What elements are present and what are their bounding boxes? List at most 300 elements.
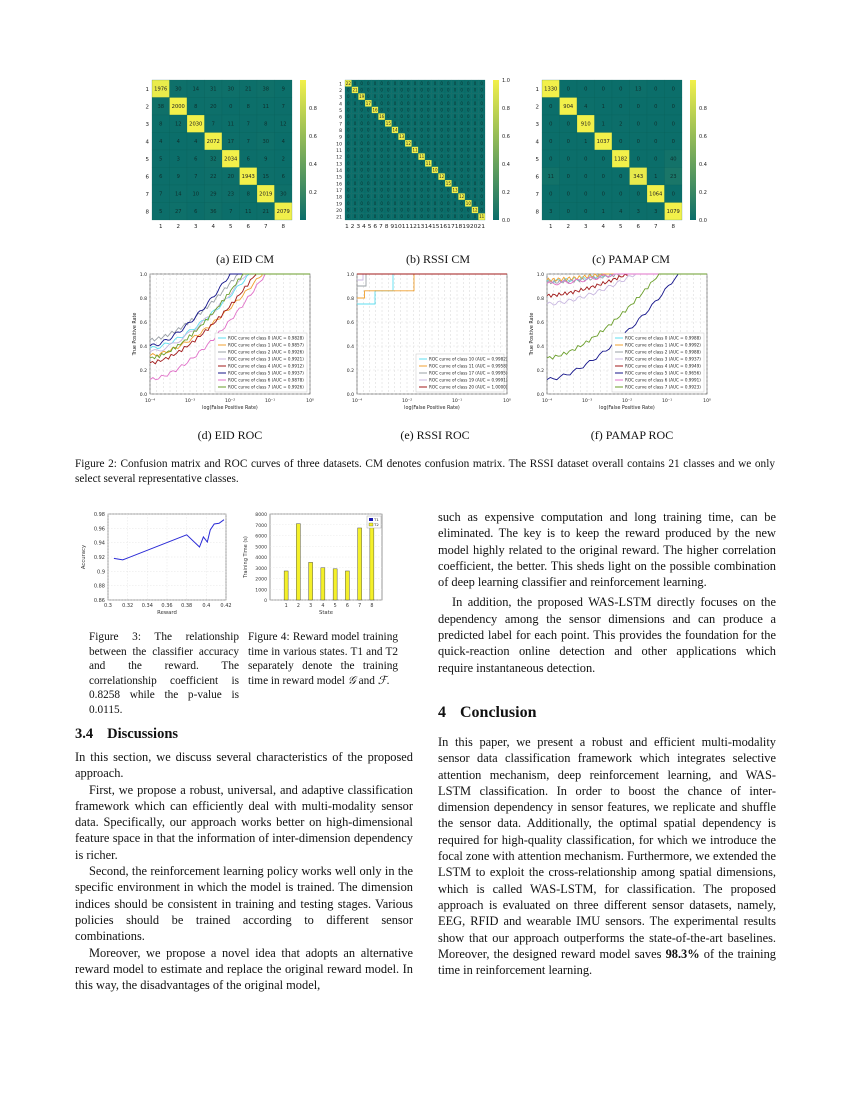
x-tick-label: 8 <box>370 604 374 609</box>
legend-entry: ROC curve of class 5 (AUC = 0.9937) <box>228 370 304 376</box>
cm-cell-value: 30 <box>262 139 270 146</box>
cm-cell-value: 0 <box>420 114 423 120</box>
cm-row-tick: 12 <box>336 155 342 161</box>
cm-cell-value: 0 <box>353 107 357 113</box>
cm-cell-value: 0 <box>387 200 390 206</box>
legend-entry: ROC curve of class 5 (AUC = 0.9656) <box>625 370 701 376</box>
cm-cell-value: 0 <box>400 80 403 86</box>
y-tick-label: 1.0 <box>346 273 354 278</box>
cm-cell-value: 0 <box>427 100 430 106</box>
colorbar-tick: 0.6 <box>699 134 707 140</box>
colorbar-tick: 0.4 <box>502 162 510 168</box>
cm-cell-value: 0 <box>671 121 675 128</box>
cm-cell-value: 0 <box>400 147 403 153</box>
cm-cell-value: 27 <box>174 209 182 216</box>
cm-cell-value: 0 <box>467 187 470 193</box>
y-tick-label: 0.6 <box>346 321 354 326</box>
cm-col-tick: 3 <box>194 224 198 230</box>
cm-cell-value: 0 <box>387 140 390 146</box>
cm-cell-value: 0 <box>347 160 350 166</box>
cm-cell-value: 0 <box>380 167 383 173</box>
cm-row-tick: 2 <box>339 89 342 94</box>
cm-cell-value: 17 <box>365 100 371 106</box>
cm-cell-value: 0 <box>353 160 357 166</box>
cm-cell-value: 0 <box>619 139 623 146</box>
cm-cell-value: 0 <box>367 154 370 160</box>
x-tick-label: 10⁰ <box>503 399 511 404</box>
cm-cell-value: 6 <box>159 174 163 181</box>
y-tick-label: 0.2 <box>536 369 544 374</box>
cm-cell-value: 0 <box>584 156 588 163</box>
cm-cell-value: 0 <box>407 207 410 213</box>
legend-entry: ROC curve of class 4 (AUC = 0.9912) <box>228 363 304 369</box>
cm-cell-value: 0 <box>427 107 430 113</box>
cm-cell-value: 2019 <box>259 191 273 198</box>
cm-cell-value: 0 <box>440 214 443 220</box>
cm-cell-value: 1182 <box>614 156 628 163</box>
cm-cell-value: 0 <box>480 127 483 133</box>
cm-cell-value: 0 <box>393 80 397 86</box>
cm-cell-value: 2072 <box>206 139 220 146</box>
cm-cell-value: 7 <box>281 104 285 111</box>
figure2-caption: Figure 2: Confusion matrix and ROC curves of three datasets. CM denotes confusion matrix. The RSSI dataset overall contains 21 classes and we only select several representative classes. <box>75 458 775 485</box>
cm-cell-value: 0 <box>427 134 430 140</box>
cm-cell-value: 0 <box>393 187 397 193</box>
cm-row-tick: 11 <box>336 149 342 154</box>
eid-roc-plot <box>128 268 333 418</box>
cm-cell-value: 30 <box>279 191 287 198</box>
cm-cell-value: 0 <box>373 114 377 120</box>
cm-cell-value: 0 <box>480 174 483 180</box>
cm-cell-value: 0 <box>400 114 403 120</box>
cm-cell-value: 0 <box>353 174 357 180</box>
y-tick-label: 0.8 <box>536 297 544 302</box>
cm-cell-value: 0 <box>453 160 457 166</box>
cm-cell-value: 0 <box>453 174 457 180</box>
cm-cell-value: 0 <box>373 80 377 86</box>
cm-cell-value: 0 <box>373 120 377 126</box>
cm-cell-value: 8 <box>246 191 250 198</box>
y-tick-label: 0.86 <box>93 598 105 604</box>
cm-cell-value: 0 <box>467 167 470 173</box>
legend-entry: ROC curve of class 0 (AUC = 0.9988) <box>625 335 701 341</box>
cm-cell-value: 0 <box>380 214 383 220</box>
x-tick-label: 10⁻⁴ <box>541 399 553 404</box>
legend-entry: ROC curve of class 1 (AUC = 0.9857) <box>228 342 304 348</box>
conclusion-body: In this paper, we present a robust and efficient multi-modality sensor data classification framework which integrates selective attention mechanism, deep reinforcement learning, and WAS-LSTM classification. In order to boost the chance of inter-dimension dependency in sensor features, we replicate and shuffle the sensor data. Additionally, the optimal spatial dependency is required for high-quality classification, for which we introduce the focal zone with attention mechanism. Furthermore, we extended the LSTM to exploit the cross-relationship among spatial dimensions, which is called WAS-LSTM, for classification. The proposed approach is evaluated on three different sensor datasets, namely, EEG, RFID and wearable IMU sensors. The experimental results show that our approach outperforms the state-of-the-art baselines. Moreover, the designed reward model saves <box>438 735 776 961</box>
cm-col-tick: 4 <box>601 224 605 230</box>
bar-t2 <box>345 571 349 600</box>
cm-cell-value: 5 <box>159 156 163 163</box>
cm-cell-value: 0 <box>467 194 470 200</box>
cm-cell-value: 0 <box>367 174 370 180</box>
cm-cell-value: 0 <box>360 207 363 213</box>
cm-cell-value: 0 <box>353 187 357 193</box>
cm-cell-value: 0 <box>380 187 383 193</box>
cm-cell-value: 0 <box>400 120 403 126</box>
cm-cell-value: 7 <box>211 121 215 128</box>
pamap-confusion-matrix <box>530 78 730 248</box>
cm-cell-value: 0 <box>373 147 377 153</box>
cm-cell-value: 0 <box>447 87 450 93</box>
cm-cell-value: 0 <box>360 100 363 106</box>
cm-cell-value: 0 <box>420 127 423 133</box>
cm-cell-value: 0 <box>407 160 410 166</box>
legend-entry: ROC curve of class 1 (AUC = 0.9992) <box>625 342 701 348</box>
cm-cell-value: 0 <box>453 154 457 160</box>
colorbar-tick: 0.2 <box>699 190 707 196</box>
y-tick-label: 0.92 <box>93 555 105 561</box>
cm-cell-value: 11 <box>262 104 270 111</box>
x-tick-label: 10⁻³ <box>184 399 196 404</box>
cm-cell-value: 0 <box>420 160 423 166</box>
cm-row-tick: 16 <box>336 182 342 188</box>
cm-cell-value: 0 <box>373 200 377 206</box>
cm-cell-value: 0 <box>387 214 390 220</box>
x-tick-label: 2 <box>296 604 300 609</box>
cm-cell-value: 0 <box>480 167 483 173</box>
cm-cell-value: 0 <box>440 187 443 193</box>
y-tick-label: 0.2 <box>139 369 147 374</box>
cm-cell-value: 0 <box>433 160 437 166</box>
cm-cell-value: 2079 <box>276 209 290 216</box>
cm-cell-value: 0 <box>360 140 363 146</box>
colorbar-tick: 1.0 <box>502 78 510 84</box>
cm-cell-value: 0 <box>601 191 605 198</box>
x-tick-label: 0.36 <box>161 603 173 609</box>
cm-cell-value: 0 <box>387 154 390 160</box>
cm-cell-value: 6 <box>281 174 285 181</box>
cm-cell-value: 0 <box>400 100 403 106</box>
cm-row-tick: 17 <box>336 189 342 194</box>
cm-cell-value: 0 <box>400 127 403 133</box>
x-tick-label: 10⁻⁴ <box>351 399 363 404</box>
cm-row-tick: 20 <box>336 209 342 214</box>
y-tick-label: 6000 <box>255 534 267 540</box>
colorbar-tick: 0.8 <box>502 106 510 112</box>
cm-cell-value: 0 <box>447 147 450 153</box>
cm-row-tick: 1 <box>339 82 342 88</box>
cm-cell-value: 0 <box>460 167 463 173</box>
cm-cell-value: 0 <box>420 100 423 106</box>
cm-cell-value: 0 <box>584 209 588 216</box>
cm-cell-value: 3 <box>654 209 658 216</box>
cm-cell-value: 0 <box>467 147 470 153</box>
cm-cell-value: 0 <box>473 80 477 86</box>
cm-cell-value: 0 <box>353 167 357 173</box>
cm-cell-value: 0 <box>367 167 370 173</box>
cm-cell-value: 0 <box>360 167 363 173</box>
cm-cell-value: 0 <box>480 160 483 166</box>
y-tick-label: 0.0 <box>536 393 544 398</box>
cm-row-tick: 8 <box>145 209 149 216</box>
x-tick-label: 1 <box>284 604 288 609</box>
cm-cell-value: 10 <box>192 191 200 198</box>
cm-cell-value: 0 <box>347 107 350 113</box>
y-tick-label: 4000 <box>255 556 267 561</box>
paragraph: First, we propose a robust, universal, and adaptive classification framework which can efficiently deal with multi-modality sensor data. Specifically, our approach works better on high-dimensional feature space in that the information of inter-dimension dependency is richer. <box>75 782 413 862</box>
cm-cell-value: 0 <box>467 134 470 140</box>
x-tick-label: 10⁰ <box>703 399 711 404</box>
cm-row-tick: 2 <box>145 104 149 111</box>
cm-cell-value: 12 <box>174 121 182 128</box>
cm-cell-value: 17 <box>227 139 235 146</box>
y-tick-label: 0.6 <box>536 321 544 326</box>
cm-cell-value: 29 <box>209 191 217 198</box>
y-tick-label: 0.9 <box>97 569 105 576</box>
subfig-label-d: (d) EID ROC <box>197 428 263 442</box>
cm-cell-value: 0 <box>353 80 357 86</box>
cm-cell-value: 0 <box>393 160 397 166</box>
cm-cell-value: 0 <box>566 191 570 198</box>
cm-cell-value: 7 <box>194 174 198 181</box>
cm-cell-value: 0 <box>360 87 363 93</box>
cm-cell-value: 0 <box>393 114 397 120</box>
cm-cell-value: 0 <box>473 87 477 93</box>
cm-cell-value: 0 <box>467 120 470 126</box>
cm-cell-value: 0 <box>380 207 383 213</box>
cm-cell-value: 0 <box>393 100 397 106</box>
cm-cell-value: 0 <box>420 134 423 140</box>
cm-cell-value: 0 <box>360 180 363 186</box>
y-tick-label: 0.4 <box>139 345 147 350</box>
accuracy-reward-chart <box>78 508 238 628</box>
cm-cell-value: 0 <box>549 104 553 111</box>
cm-cell-value: 0 <box>440 107 443 113</box>
cm-cell-value: 0 <box>473 134 477 140</box>
cm-col-tick: 6 <box>636 224 640 230</box>
cm-cell-value: 0 <box>440 200 443 206</box>
cm-row-tick: 19 <box>336 202 342 208</box>
cm-cell-value: 0 <box>420 187 423 193</box>
figure4-caption-and: and <box>355 674 378 687</box>
cm-cell-value: 0 <box>566 174 570 181</box>
cm-cell-value: 0 <box>360 160 363 166</box>
cm-cell-value: 10 <box>432 167 438 173</box>
bar-t2 <box>309 562 313 600</box>
colorbar <box>690 80 696 220</box>
subfig-label-f: (f) PAMAP ROC <box>590 428 674 442</box>
x-axis-label: State <box>318 610 334 616</box>
cm-cell-value: 0 <box>407 87 410 93</box>
cm-cell-value: 0 <box>400 200 403 206</box>
cm-cell-value: 0 <box>433 194 437 200</box>
cm-cell-value: 0 <box>347 180 350 186</box>
cm-cell-value: 0 <box>453 147 457 153</box>
cm-cell-value: 0 <box>380 147 383 153</box>
legend-swatch-t2 <box>369 523 373 526</box>
cm-cell-value: 0 <box>407 134 410 140</box>
bar-t2 <box>370 526 374 600</box>
cm-col-tick: 7 <box>654 224 658 230</box>
cm-cell-value: 0 <box>467 94 470 100</box>
cm-cell-value: 0 <box>347 127 350 133</box>
cm-cell-value: 0 <box>413 80 417 86</box>
cm-row-tick: 7 <box>339 122 342 128</box>
cm-cell-value: 0 <box>367 200 370 206</box>
cm-col-tick: 3 <box>584 224 588 230</box>
cm-cell-value: 0 <box>347 120 350 126</box>
cm-row-tick: 3 <box>535 121 539 128</box>
figure4-caption-end: . <box>386 674 390 687</box>
cm-cell-value: 0 <box>566 156 570 163</box>
cm-cell-value: 0 <box>433 174 437 180</box>
cm-cell-value: 23 <box>669 174 677 181</box>
cm-cell-value: 0 <box>360 120 363 126</box>
cm-cell-value: 7 <box>246 139 250 146</box>
bar-t2 <box>358 528 362 600</box>
cm-cell-value: 0 <box>393 174 397 180</box>
y-axis-label: True Positive Rate <box>530 312 535 356</box>
cm-cell-value: 0 <box>393 154 397 160</box>
section-number: 3.4 <box>75 726 94 742</box>
cm-cell-value: 0 <box>387 147 390 153</box>
cm-cell-value: 0 <box>229 104 233 111</box>
x-tick-label: 10⁰ <box>306 399 314 404</box>
cm-cell-value: 0 <box>453 180 457 186</box>
cm-row-tick: 8 <box>535 209 539 216</box>
cm-cell-value: 0 <box>393 140 397 146</box>
cm-cell-value: 0 <box>566 86 570 93</box>
cm-cell-value: 0 <box>387 194 390 200</box>
cm-cell-value: 0 <box>453 214 457 220</box>
cm-cell-value: 0 <box>584 191 588 198</box>
cm-cell-value: 13 <box>634 86 642 93</box>
cm-cell-value: 0 <box>460 94 463 100</box>
cm-row-tick: 6 <box>535 174 539 181</box>
cm-cell-value: 0 <box>433 140 437 146</box>
cm-cell-value: 0 <box>427 140 430 146</box>
cm-cell-value: 0 <box>360 114 363 120</box>
x-axis-label: Reward <box>157 610 177 616</box>
cm-cell-value: 0 <box>460 160 463 166</box>
cm-cell-value: 0 <box>353 140 357 146</box>
legend-entry: ROC curve of class 19 (AUC = 0.9991) <box>429 377 508 383</box>
cm-cell-value: 0 <box>473 174 477 180</box>
cm-cell-value: 2 <box>619 121 623 128</box>
cm-cell-value: 0 <box>367 160 370 166</box>
conclusion-end: of the training time in reinforcement learning. <box>438 946 776 978</box>
cm-row-tick: 1 <box>535 86 539 93</box>
cm-cell-value: 0 <box>367 114 370 120</box>
cm-cell-value: 0 <box>480 134 483 140</box>
cm-cell-value: 0 <box>393 107 397 113</box>
cm-cell-value: 0 <box>480 94 483 100</box>
cm-cell-value: 0 <box>427 94 430 100</box>
cm-row-tick: 6 <box>339 115 342 121</box>
cm-cell-value: 0 <box>400 107 403 113</box>
x-tick-label: 10⁻² <box>224 399 236 404</box>
cm-cell-value: 0 <box>347 200 350 206</box>
cm-cell-value: 0 <box>373 167 377 173</box>
subfig-label-c: (c) PAMAP CM <box>592 252 670 266</box>
cm-cell-value: 0 <box>380 174 383 180</box>
cm-cell-value: 0 <box>433 187 437 193</box>
cm-cell-value: 0 <box>387 187 390 193</box>
cm-cell-value: 0 <box>460 100 463 106</box>
x-axis-label: log(False Positive Rate) <box>404 406 460 411</box>
cm-row-tick: 3 <box>145 121 149 128</box>
cm-cell-value: 0 <box>360 147 363 153</box>
colorbar-tick: 0.4 <box>309 162 317 168</box>
legend-entry: ROC curve of class 6 (AUC = 0.9878) <box>228 377 304 383</box>
cm-cell-value: 0 <box>654 104 658 111</box>
paragraph: Moreover, we propose a novel idea that adopts an alternative reward model to estimate and replace the original reward model. In this way, the disadvantages of the original model, <box>75 945 413 993</box>
x-tick-label: 10⁻³ <box>581 399 593 404</box>
cm-cell-value: 0 <box>427 187 430 193</box>
cm-cell-value: 0 <box>447 80 450 86</box>
cm-cell-value: 0 <box>549 121 553 128</box>
cm-cell-value: 0 <box>400 187 403 193</box>
cm-cell-value: 0 <box>460 214 463 220</box>
cm-cell-value: 0 <box>473 200 477 206</box>
cm-cell-value: 30 <box>227 86 235 93</box>
cm-cell-value: 0 <box>347 100 350 106</box>
cm-cell-value: 0 <box>447 107 450 113</box>
cm-cell-value: 0 <box>453 134 457 140</box>
cm-cell-value: 0 <box>473 160 477 166</box>
cm-cell-value: 0 <box>393 180 397 186</box>
cm-cell-value: 0 <box>453 114 457 120</box>
cm-cell-value: 0 <box>347 147 350 153</box>
cm-cell-value: 0 <box>453 100 457 106</box>
cm-cell-value: 0 <box>407 174 410 180</box>
cm-cell-value: 0 <box>400 207 403 213</box>
x-tick-label: 6 <box>345 604 349 609</box>
y-tick-label: 0.6 <box>139 321 147 326</box>
cm-cell-value: 0 <box>636 191 640 198</box>
cm-cell-value: 11 <box>244 209 252 216</box>
cm-cell-value: 0 <box>654 86 658 93</box>
cm-cell-value: 0 <box>407 167 410 173</box>
cm-cell-value: 0 <box>393 167 397 173</box>
cm-cell-value: 0 <box>373 134 377 140</box>
cm-cell-value: 0 <box>407 114 410 120</box>
cm-cell-value: 11 <box>479 214 485 220</box>
cm-cell-value: 0 <box>427 167 430 173</box>
cm-cell-value: 0 <box>453 207 457 213</box>
cm-cell-value: 0 <box>433 200 437 206</box>
saving-percentage: 98.3% <box>665 946 700 961</box>
cm-cell-value: 32 <box>209 156 217 163</box>
cm-cell-value: 0 <box>380 100 383 106</box>
cm-cell-value: 0 <box>407 187 410 193</box>
cm-cell-value: 0 <box>460 80 463 86</box>
cm-cell-value: 11 <box>227 121 235 128</box>
cm-cell-value: 0 <box>453 127 457 133</box>
cm-cell-value: 0 <box>467 127 470 133</box>
cm-cell-value: 0 <box>636 156 640 163</box>
cm-cell-value: 10 <box>465 200 471 206</box>
y-tick-label: 1.0 <box>536 273 544 278</box>
cm-cell-value: 0 <box>393 200 397 206</box>
cm-cell-value: 0 <box>473 187 477 193</box>
section-number: 4 <box>438 704 446 721</box>
cm-cell-value: 0 <box>671 104 675 111</box>
cm-cell-value: 0 <box>380 140 383 146</box>
cm-cell-value: 0 <box>480 80 483 86</box>
cm-cell-value: 0 <box>453 87 457 93</box>
cm-cell-value: 0 <box>447 207 450 213</box>
cm-cell-value: 0 <box>480 140 483 146</box>
legend-entry: ROC curve of class 11 (AUC = 0.9958) <box>429 363 508 369</box>
legend-entry: T2 <box>374 522 379 527</box>
cm-cell-value: 0 <box>440 154 443 160</box>
y-tick-label: 0.2 <box>346 369 354 374</box>
cm-cell-value: 0 <box>433 120 437 126</box>
cm-cell-value: 0 <box>387 207 390 213</box>
cm-cell-value: 0 <box>413 154 417 160</box>
